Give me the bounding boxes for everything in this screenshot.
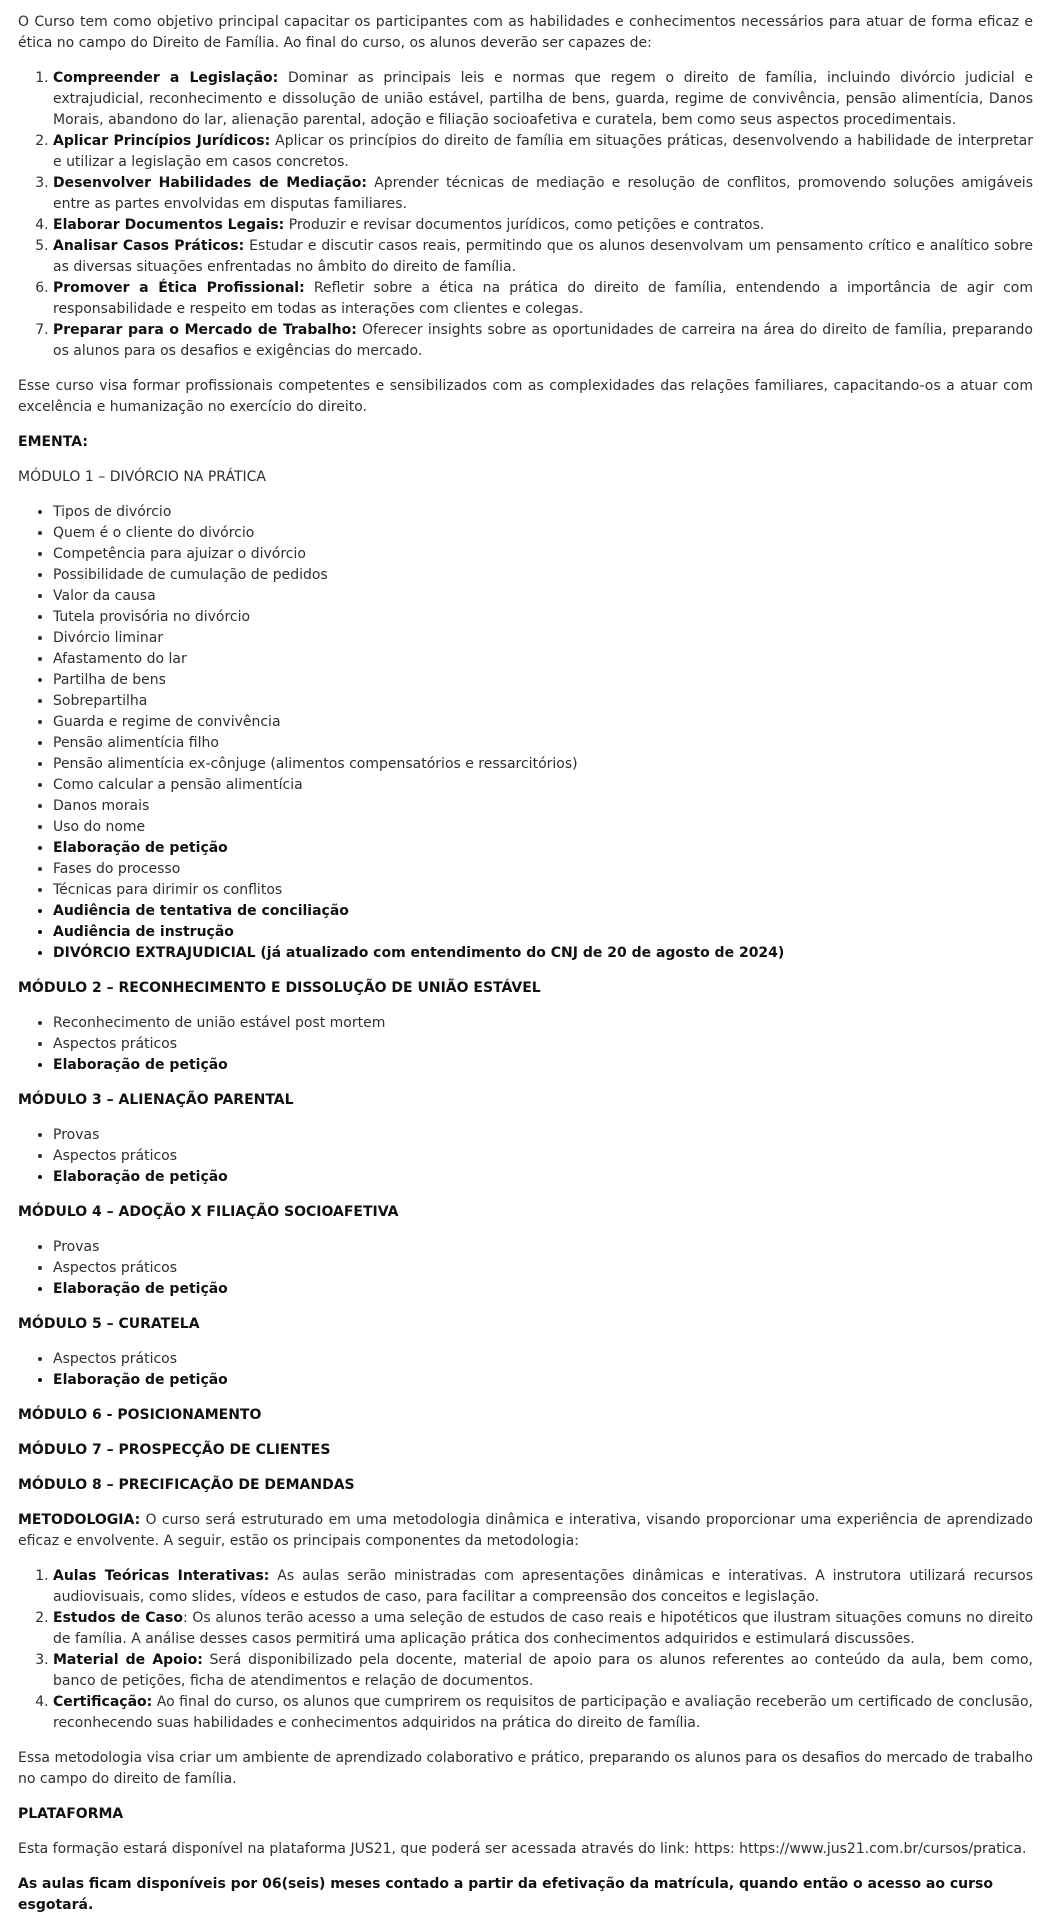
objective-title: Analisar Casos Práticos: (53, 238, 245, 254)
list-item: • Reconhecimento de união estável post mortem (53, 1013, 1033, 1034)
list-item: • Guarda e regime de convivência (53, 712, 1033, 733)
list-item: • Tipos de divórcio (53, 502, 1033, 523)
list-item: • Pensão alimentícia filho (53, 733, 1033, 754)
methodology-item-title: Aulas Teóricas Interativas: (53, 1568, 270, 1584)
list-item: • Aspectos práticos (53, 1258, 1033, 1279)
list-item: • Afastamento do lar (53, 649, 1033, 670)
objective-text: Aprender técnicas de mediação e resolução de conflitos, promovendo soluções amigáveis entre as partes envolvidas em disputas familiares. (53, 175, 1033, 212)
objective-item (53, 215, 1033, 236)
list-item: • Danos morais (53, 796, 1033, 817)
ementa-heading: EMENTA: (18, 434, 88, 450)
methodology-item (53, 1650, 1033, 1692)
availability-notice: As aulas ficam disponíveis por 06(seis) meses contado a partir da efetivação da matrícula, quando então o acesso ao curso esgotará. (18, 1876, 993, 1913)
list-item: • Elaboração de petição (53, 838, 1033, 859)
module-8-title: MÓDULO 8 – PRECIFICAÇÃO DE DEMANDAS (18, 1477, 355, 1493)
objectives-list (18, 68, 1033, 362)
objective-text: Produzir e revisar documentos jurídicos, como petições e contratos. (284, 217, 765, 233)
objective-text: Aplicar os princípios do direito de família em situações práticas, desenvolvendo a habilidade de interpretar e utilizar a legislação em casos concretos. (53, 133, 1033, 170)
list-item: • Valor da causa (53, 586, 1033, 607)
list-item: • Elaboração de petição (53, 1279, 1033, 1300)
platform-text: Esta formação estará disponível na plataforma JUS21, que poderá ser acessada através do link: https: https://www.jus21.com.br/cursos/pratica. (18, 1841, 1027, 1857)
list-item: • Aspectos práticos (53, 1034, 1033, 1055)
list-item: • Técnicas para dirimir os conflitos (53, 880, 1033, 901)
list-item: • Uso do nome (53, 817, 1033, 838)
list-item: • Aspectos práticos (53, 1146, 1033, 1167)
list-item: • Provas (53, 1237, 1033, 1258)
list-item: • Tutela provisória no divórcio (53, 607, 1033, 628)
objective-title: Compreender a Legislação: (53, 70, 279, 86)
objective-item (53, 68, 1033, 131)
methodology-item-title: Certificação: (53, 1694, 153, 1710)
module-7-title: MÓDULO 7 – PROSPECÇÃO DE CLIENTES (18, 1442, 331, 1458)
objective-text: Oferecer insights sobre as oportunidades de carreira na área do direito de família, preparando os alunos para os desafios e exigências do mercado. (53, 322, 1033, 359)
objective-text: Dominar as principais leis e normas que regem o direito de família, incluindo divórcio judicial e extrajudicial, reconhecimento e dissolução de união estável, partilha de bens, guarda, regime de convivência, pensão alimentícia, Danos Morais, abandono do lar, alienação parental, adoção e filiação socioafetiva e curatela, bem como seus aspectos procedimentais. (53, 70, 1033, 128)
module-1-title: MÓDULO 1 – DIVÓRCIO NA PRÁTICA (18, 469, 266, 485)
list-item: • Como calcular a pensão alimentícia (53, 775, 1033, 796)
methodology-item-text: : Os alunos terão acesso a uma seleção de estudos de caso reais e hipotéticos que ilustram situações comuns no direito de família. A análise desses casos permitirá uma aplicação prática dos conhecimentos adquiridos e estimulará discussões. (53, 1610, 1034, 1647)
methodology-item (53, 1566, 1033, 1608)
list-item: • Audiência de instrução (53, 922, 1033, 943)
module-4-topics (18, 1237, 1033, 1300)
objective-title: Desenvolver Habilidades de Mediação: (53, 175, 367, 191)
objective-text: Refletir sobre a ética na prática do direito de família, entendendo a importância de agir com responsabilidade e respeito em todas as interações com clientes e colegas. (53, 280, 1033, 317)
module-2-topics (18, 1013, 1033, 1076)
list-item: • Pensão alimentícia ex-cônjuge (alimentos compensatórios e ressarcitórios) (53, 754, 1033, 775)
objective-title: Aplicar Princípios Jurídicos: (53, 133, 271, 149)
methodology-paragraph (18, 1510, 1033, 1552)
methodology-item-title: Estudos de Caso (53, 1610, 183, 1626)
list-item: • Audiência de tentativa de conciliação (53, 901, 1033, 922)
methodology-item (53, 1608, 1033, 1650)
objective-title: Promover a Ética Profissional: (53, 280, 305, 296)
module-6-title: MÓDULO 6 - POSICIONAMENTO (18, 1407, 262, 1423)
platform-heading: PLATAFORMA (18, 1806, 124, 1822)
objective-item (53, 320, 1033, 362)
objective-item (53, 173, 1033, 215)
objective-item (53, 131, 1033, 173)
list-item: • Elaboração de petição (53, 1370, 1033, 1391)
methodology-item-title: Material de Apoio: (53, 1652, 203, 1668)
methodology-item-text: Será disponibilizado pela docente, material de apoio para os alunos referentes ao conteúdo da aula, bem como, banco de petições, ficha de atendimentos e relação de documentos. (53, 1652, 1033, 1689)
objective-text: Estudar e discutir casos reais, permitindo que os alunos desenvolvam um pensamento crítico e analítico sobre as diversas situações enfrentadas no âmbito do direito de família. (53, 238, 1033, 275)
module-2-title: MÓDULO 2 – RECONHECIMENTO E DISSOLUÇÃO DE UNIÃO ESTÁVEL (18, 980, 541, 996)
list-item: • Elaboração de petição (53, 1167, 1033, 1188)
methodology-item (53, 1692, 1033, 1734)
closing-paragraph: Esse curso visa formar profissionais competentes e sensibilizados com as complexidades das relações familiares, capacitando-os a atuar com excelência e humanização no exercício do direito. (18, 378, 1033, 415)
list-item: • DIVÓRCIO EXTRAJUDICIAL (já atualizado com entendimento do CNJ de 20 de agosto de 2024) (53, 943, 1033, 964)
objective-title: Preparar para o Mercado de Trabalho: (53, 322, 357, 338)
list-item: • Provas (53, 1125, 1033, 1146)
module-5-topics (18, 1349, 1033, 1391)
list-item: • Elaboração de petição (53, 1055, 1033, 1076)
methodology-item-text: Ao final do curso, os alunos que cumprirem os requisitos de participação e avaliação receberão um certificado de conclusão, reconhecendo suas habilidades e conhecimentos adquiridos na prática do direito de família. (53, 1694, 1033, 1731)
methodology-item-text: As aulas serão ministradas com apresentações dinâmicas e interativas. A instrutora utilizará recursos audiovisuais, como slides, vídeos e estudos de caso, para facilitar a compreensão dos conceitos e legislação. (53, 1568, 1033, 1605)
list-item: • Quem é o cliente do divórcio (53, 523, 1033, 544)
objective-item (53, 278, 1033, 320)
list-item: • Sobrepartilha (53, 691, 1033, 712)
intro-paragraph: O Curso tem como objetivo principal capacitar os participantes com as habilidades e conhecimentos necessários para atuar de forma eficaz e ética no campo do Direito de Família. Ao final do curso, os alunos deverão ser capazes de: (18, 14, 1033, 51)
methodology-label: METODOLOGIA: (18, 1512, 141, 1528)
module-4-title: MÓDULO 4 – ADOÇÃO X FILIAÇÃO SOCIOAFETIVA (18, 1204, 399, 1220)
list-item: • Divórcio liminar (53, 628, 1033, 649)
list-item: • Partilha de bens (53, 670, 1033, 691)
objective-item (53, 236, 1033, 278)
list-item: • Aspectos práticos (53, 1349, 1033, 1370)
list-item: • Fases do processo (53, 859, 1033, 880)
list-item: • Competência para ajuizar o divórcio (53, 544, 1033, 565)
methodology-closing: Essa metodologia visa criar um ambiente de aprendizado colaborativo e prático, preparando os alunos para os desafios do mercado de trabalho no campo do direito de família. (18, 1750, 1033, 1787)
list-item: • Possibilidade de cumulação de pedidos (53, 565, 1033, 586)
methodology-list (18, 1566, 1033, 1734)
module-5-title: MÓDULO 5 – CURATELA (18, 1316, 200, 1332)
module-1-topics (18, 502, 1033, 964)
objective-title: Elaborar Documentos Legais: (53, 217, 285, 233)
module-3-title: MÓDULO 3 – ALIENAÇÃO PARENTAL (18, 1092, 294, 1108)
module-3-topics (18, 1125, 1033, 1188)
methodology-intro: O curso será estruturado em uma metodologia dinâmica e interativa, visando proporcionar uma experiência de aprendizado eficaz e envolvente. A seguir, estão os principais componentes da metodologia: (18, 1512, 1033, 1549)
